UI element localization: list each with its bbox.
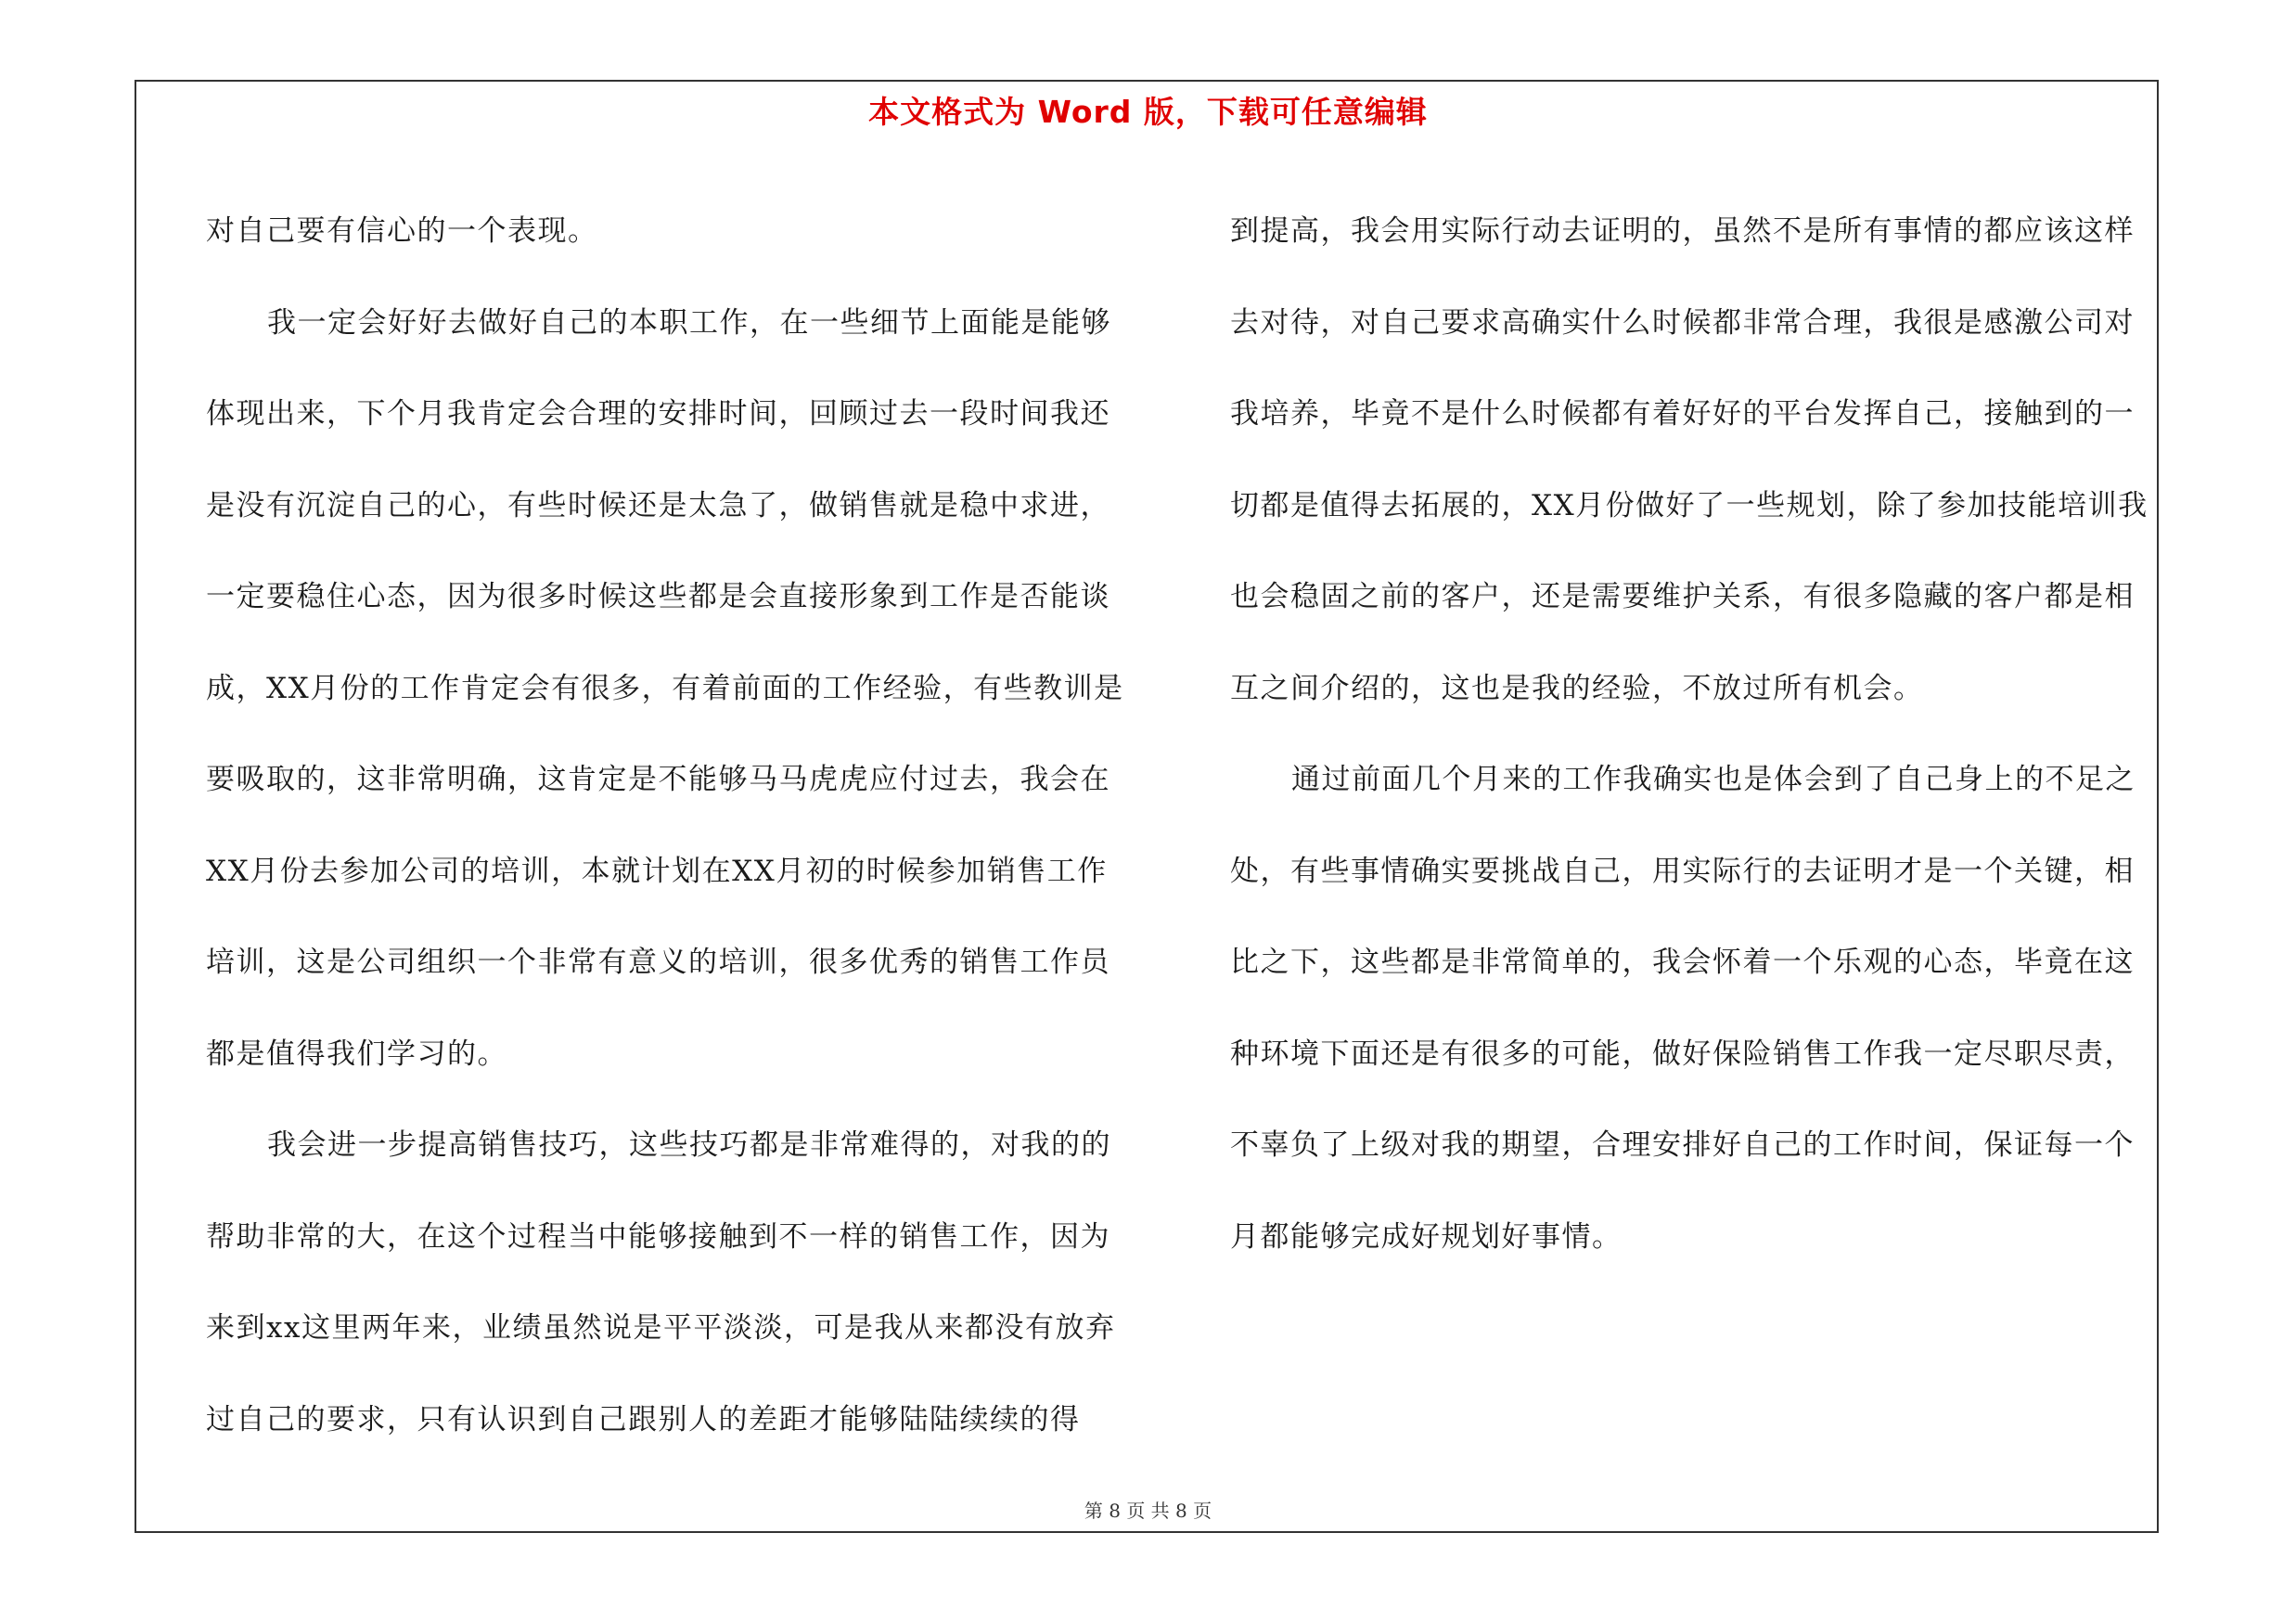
paragraph: 我会进一步提高销售技巧，这些技巧都是非常难得的，对我的的帮助非常的大，在这个过程当中能够接触到不一样的销售工作，因为来到xx这里两年来，业绩虽然说是平平淡淡，可是我从来都没有放弃过自己的要求，只有认识到自己跟别人的差距才能够陆陆续续的得 xyxy=(206,1128,1116,1436)
paragraph: 我一定会好好去做好自己的本职工作，在一些细节上面能是能够体现出来，下个月我肯定会合理的安排时间，回顾过去一段时间我还是没有沉淀自己的心，有些时候还是太急了，做销售就是稳中求进，一定要稳住心态，因为很多时候这些都是会直接形象到工作是否能谈成，XX月份的工作肯定会有很多，有着前面的工作经验，有些教训是要吸取的，这非常明确，这肯定是不能够马马虎虎应付过去，我会在XX月份去参加公司的培训，本就计划在XX月初的时候参加销售工作培训，这是公司组织一个非常有意义的培训，很多优秀的销售工作员都是值得我们学习的。 xyxy=(206,305,1124,1071)
paragraph: 到提高，我会用实际行动去证明的，虽然不是所有事情的都应该这样去对待，对自己要求高确实什么时候都非常合理，我很是感激公司对我培养，毕竟不是什么时候都有着好好的平台发挥自己，接触到的一切都是值得去拓展的，XX月份做好了一些规划，除了参加技能培训我也会稳固之前的客户，还是需要维护关系，有很多隐藏的客户都是相互之间介绍的，这也是我的经验，不放过所有机会。 xyxy=(1230,214,2148,705)
paragraph: 对自己要有信心的一个表现。 xyxy=(206,214,598,248)
left-column xyxy=(206,186,1134,1465)
right-column xyxy=(1230,186,2158,1282)
paragraph: 通过前面几个月来的工作我确实也是体会到了自己身上的不足之处，有些事情确实要挑战自己，用实际行的去证明才是一个关键，相比之下，这些都是非常简单的，我会怀着一个乐观的心态，毕竟在这种环境下面还是有很多的可能，做好保险销售工作我一定尽职尽责，不辜负了上级对我的期望，合理安排好自己的工作时间，保证每一个月都能够完成好规划好事情。 xyxy=(1230,763,2136,1254)
page-number: 第 8 页 共 8 页 xyxy=(1084,1500,1212,1522)
format-banner: 本文格式为 Word 版，下载可任意编辑 xyxy=(868,94,1428,130)
